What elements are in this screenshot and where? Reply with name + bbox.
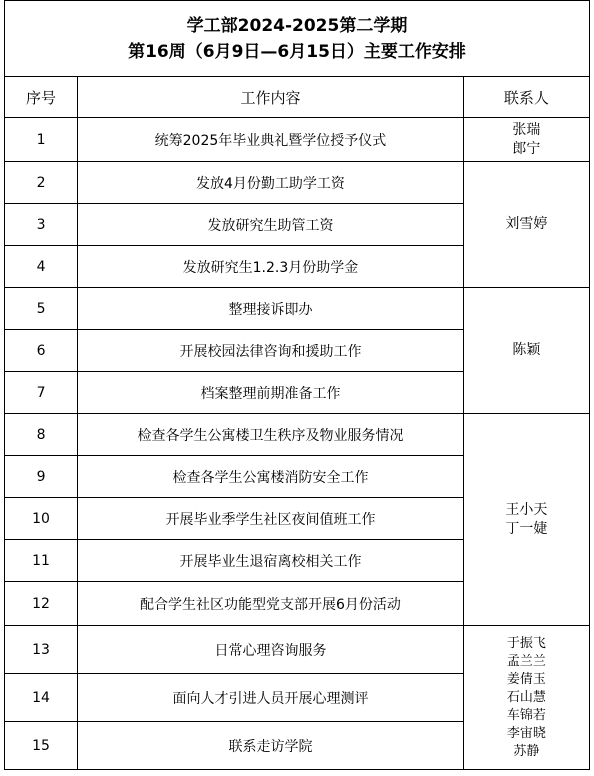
row-work: 统筹2025年毕业典礼暨学位授予仪式 [78, 118, 464, 162]
contact-name: 张瑞 [512, 121, 541, 138]
row-no: 4 [5, 246, 78, 288]
row-work: 整理接诉即办 [78, 288, 464, 330]
row-no: 8 [5, 414, 78, 456]
row-work: 日常心理咨询服务 [78, 626, 464, 674]
table-row [5, 414, 590, 456]
row-no: 6 [5, 330, 78, 372]
row-no: 2 [5, 162, 78, 204]
contact-group-5 [463, 626, 589, 770]
header-row [5, 77, 590, 118]
row-no: 12 [5, 582, 78, 626]
row-work: 检查各学生公寓楼卫生秩序及物业服务情况 [78, 414, 464, 456]
header-contact: 联系人 [463, 77, 589, 118]
row-no: 9 [5, 456, 78, 498]
contact-name: 郎宁 [512, 140, 541, 157]
row-work: 发放研究生1.2.3月份助学金 [78, 246, 464, 288]
contact-group-1 [463, 118, 589, 162]
row-no: 14 [5, 674, 78, 722]
row-work: 发放4月份勤工助学工资 [78, 162, 464, 204]
contact-name: 孟兰兰 [506, 653, 546, 669]
contact-name: 王小天 [505, 501, 548, 518]
row-work: 发放研究生助管工资 [78, 204, 464, 246]
contact-name: 苏静 [513, 743, 540, 759]
contact-group-4 [463, 414, 589, 626]
table-row [5, 626, 590, 674]
header-no: 序号 [5, 77, 78, 118]
row-work: 档案整理前期准备工作 [78, 372, 464, 414]
row-no: 11 [5, 540, 78, 582]
row-work: 联系走访学院 [78, 722, 464, 770]
row-work: 配合学生社区功能型党支部开展6月份活动 [78, 582, 464, 626]
row-no: 1 [5, 118, 78, 162]
row-no: 15 [5, 722, 78, 770]
row-no: 3 [5, 204, 78, 246]
row-no: 7 [5, 372, 78, 414]
row-no: 10 [5, 498, 78, 540]
table-row [5, 118, 590, 162]
row-no: 13 [5, 626, 78, 674]
contact-name: 丁一婕 [505, 520, 548, 537]
row-work: 开展毕业生退宿离校相关工作 [78, 540, 464, 582]
header-work: 工作内容 [78, 77, 464, 118]
title-line-2: 第16周（6月9日—6月15日）主要工作安排 [128, 41, 466, 62]
contact-name: 陈颖 [512, 342, 541, 358]
contact-name: 石山慧 [506, 689, 546, 705]
contact-name: 车锦若 [506, 707, 546, 723]
row-work: 开展毕业季学生社区夜间值班工作 [78, 498, 464, 540]
table-title [5, 1, 590, 77]
contact-name: 于振飞 [506, 635, 546, 651]
table-row [5, 162, 590, 204]
contact-group-3 [463, 288, 589, 414]
title-line-1: 学工部2024-2025第二学期 [186, 15, 408, 36]
schedule-table [4, 0, 590, 770]
contact-name: 李宙晓 [506, 725, 546, 741]
row-work: 开展校园法律咨询和援助工作 [78, 330, 464, 372]
contact-name: 刘雪婷 [505, 216, 548, 232]
table-row [5, 288, 590, 330]
row-work: 面向人才引进人员开展心理测评 [78, 674, 464, 722]
contact-group-2 [463, 162, 589, 288]
contact-name: 姜倩玉 [506, 671, 546, 687]
row-no: 5 [5, 288, 78, 330]
row-work: 检查各学生公寓楼消防安全工作 [78, 456, 464, 498]
